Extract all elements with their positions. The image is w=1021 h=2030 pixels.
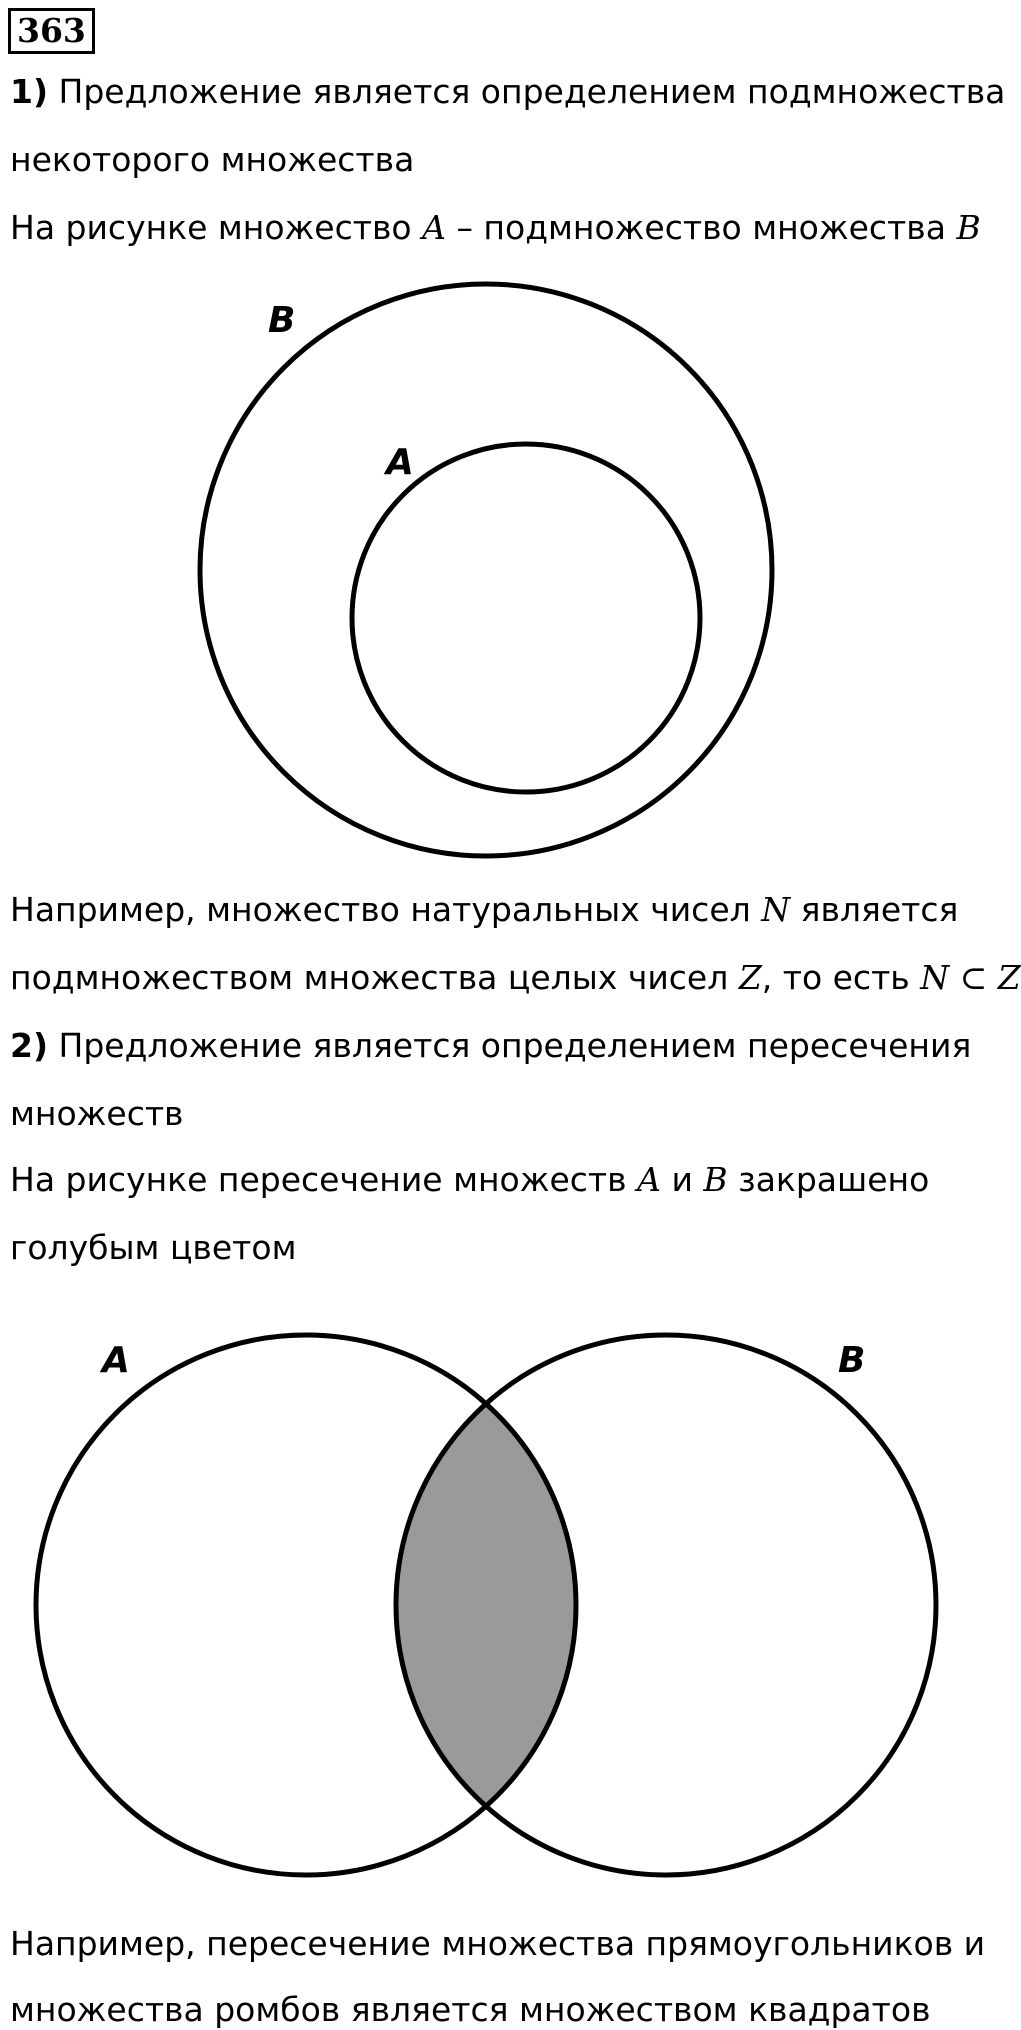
example-line2-middle: , то есть [761, 958, 910, 997]
example-suffix: является [800, 890, 959, 929]
caption2-prefix: На рисунке пересечение множеств [10, 1160, 627, 1199]
set-b-circle [200, 284, 772, 856]
part2-definition-line2: множеств [10, 1094, 184, 1133]
part1-figure-caption [10, 208, 981, 248]
set-b-label: B [268, 300, 296, 341]
part1-example-line2 [10, 958, 1021, 998]
part2-example-line1: Например, пересечение множества прямоугольников и [10, 1924, 986, 1963]
caption2-suffix: закрашено [738, 1160, 930, 1199]
relation-right-symbol: Z [997, 958, 1021, 997]
part2-figure-caption-line2: голубым цветом [10, 1228, 297, 1267]
caption-prefix: На рисунке множество [10, 208, 412, 247]
set-b-label: B [838, 1340, 866, 1381]
part1-example-line1 [10, 890, 958, 930]
task-number: 363 [8, 8, 95, 54]
set-a-label: A [102, 1340, 130, 1381]
set-b-symbol: B [956, 208, 981, 247]
example-prefix: Например, множество натуральных чисел [10, 890, 751, 929]
set-a-circle [352, 444, 700, 792]
caption2-conj: и [671, 1160, 693, 1199]
set-b-symbol: B [703, 1160, 728, 1199]
part1-marker: 1) [10, 72, 49, 111]
part1-definition-line2: некоторого множества [10, 140, 415, 179]
part2-figure-caption [10, 1160, 929, 1200]
part2-text-a: Предложение является определением пересечения [58, 1026, 972, 1065]
part2-definition-line1 [10, 1026, 971, 1066]
subset-operator: ⊂ [959, 958, 988, 997]
part2-example-line2: множества ромбов является множеством квадратов [10, 1990, 931, 2029]
caption-middle: – подмножество множества [456, 208, 946, 247]
set-a-label: A [386, 442, 414, 483]
subset-diagram [0, 270, 960, 870]
set-n-symbol: N [761, 890, 791, 929]
part1-text-a: Предложение является определением подмножества [58, 72, 1006, 111]
part2-marker: 2) [10, 1026, 49, 1065]
intersection-diagram [0, 1320, 960, 1880]
part1-definition-line1 [10, 72, 1005, 112]
set-a-symbol: A [422, 208, 446, 247]
set-z-symbol: Z [738, 958, 762, 997]
intersection-region [396, 1335, 936, 1875]
set-a-symbol: A [637, 1160, 661, 1199]
example-line2-prefix: подмножеством множества целых чисел [10, 958, 729, 997]
relation-left-symbol: N [920, 958, 950, 997]
